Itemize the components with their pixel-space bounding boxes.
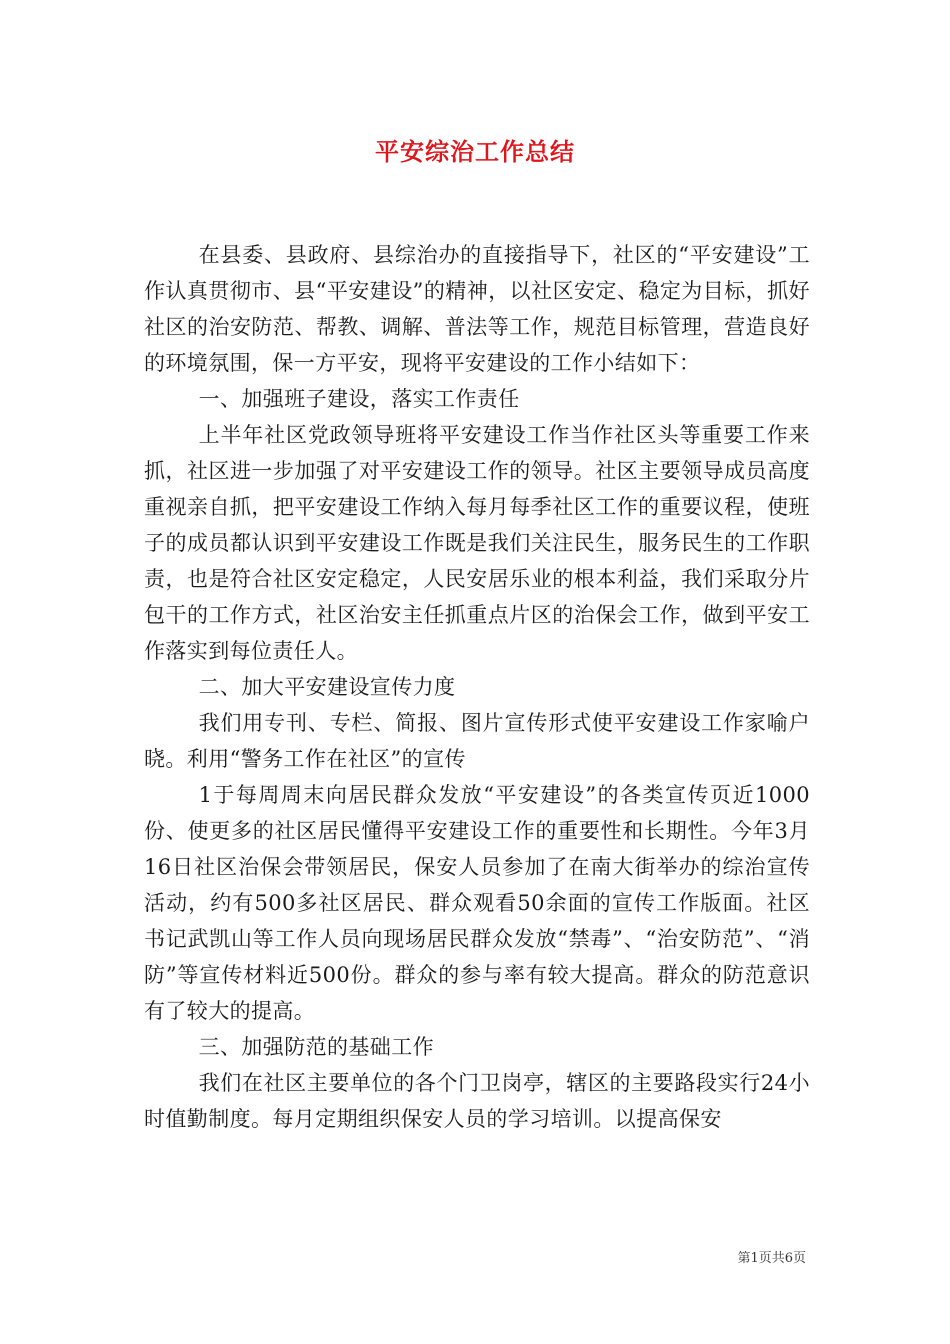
section-heading-1: 一、加强班子建设，落实工作责任 <box>198 387 520 411</box>
document-title: 平安综治工作总结 <box>375 137 575 166</box>
page-number-footer: 第1页共6页 <box>737 1251 806 1266</box>
section-heading-3: 三、加强防范的基础工作 <box>198 1035 434 1059</box>
intro-paragraph: 在县委、县政府、县综治办的直接指导下，社区的“平安建设”工作认真贯彻市、县“平安建设”的精神，以社区安定、稳定为目标，抓好社区的治安防范、帮教、调解、普法等工作，规范目标管理，营造良好的环境氛围，保一方平安，现将平安建设的工作小结如下： <box>144 243 810 375</box>
section-3-paragraph: 我们在社区主要单位的各个门卫岗亭，辖区的主要路段实行24小时值勤制度。每月定期组织保安人员的学习培训。以提高保安 <box>144 1071 810 1131</box>
section-2-paragraph-2: 1于每周周末向居民群众发放“平安建设”的各类宣传页近1000份、使更多的社区居民懂得平安建设工作的重要性和长期性。今年3月16日社区治保会带领居民，保安人员参加了在南大街举办的综治宣传活动，约有500多社区居民、群众观看50余面的宣传工作版面。社区书记武凯山等工作人员向现场居民群众发放“禁毒”、“治安防范”、“消防”等宣传材料近500份。群众的参与率有较大提高。群众的防范意识有了较大的提高。 <box>144 783 810 1023</box>
section-2-paragraph-1: 我们用专刊、专栏、简报、图片宣传形式使平安建设工作家喻户晓。利用“警务工作在社区”的宣传 <box>144 711 810 771</box>
section-1-paragraph: 上半年社区党政领导班将平安建设工作当作社区头等重要工作来抓，社区进一步加强了对平安建设工作的领导。社区主要领导成员高度重视亲自抓，把平安建设工作纳入每月每季社区工作的重要议程，使班子的成员都认识到平安建设工作既是我们关注民生，服务民生的工作职责，也是符合社区安定稳定，人民安居乐业的根本利益，我们采取分片包干的工作方式，社区治安主任抓重点片区的治保会工作，做到平安工作落实到每位责任人。 <box>144 423 810 663</box>
document-body <box>144 237 810 1137</box>
section-heading-2: 二、加大平安建设宣传力度 <box>198 675 456 699</box>
